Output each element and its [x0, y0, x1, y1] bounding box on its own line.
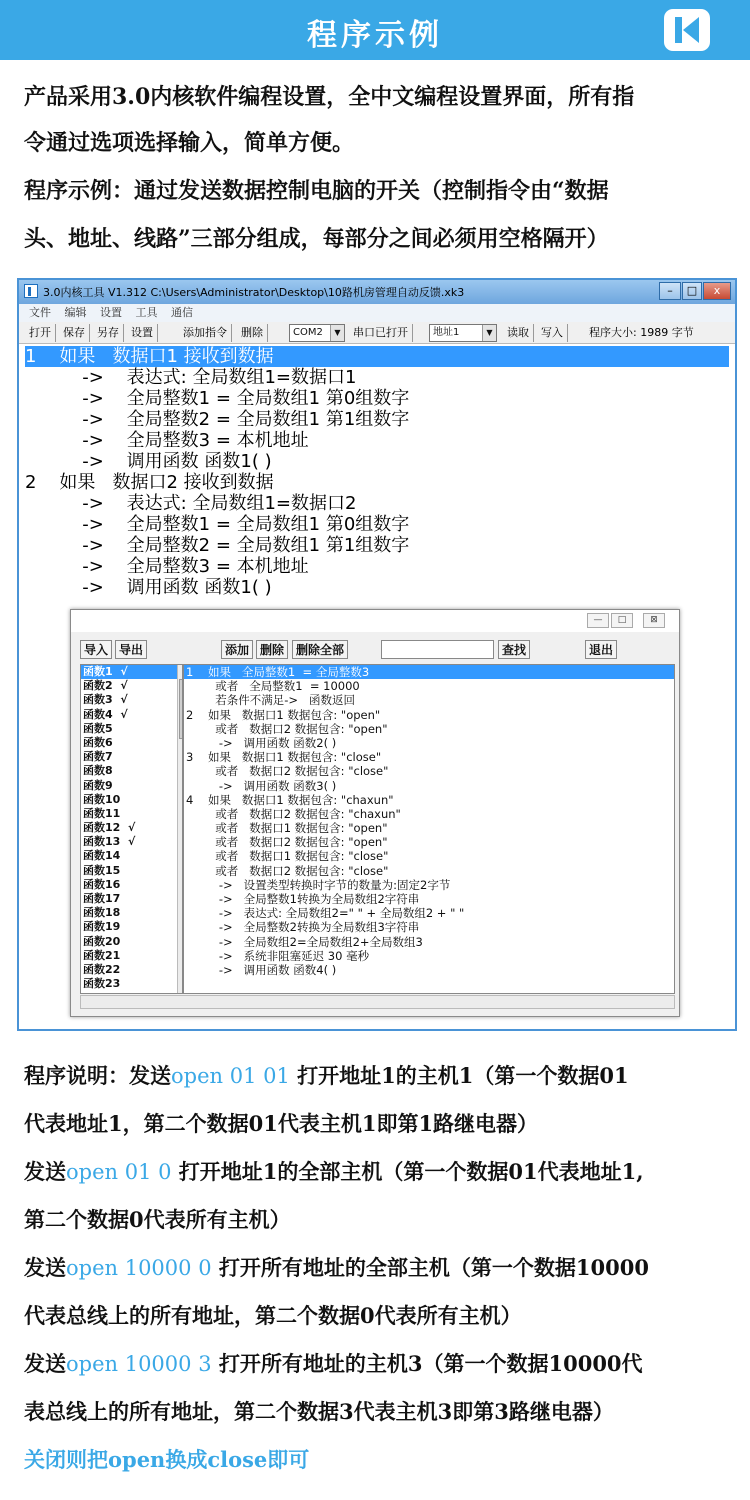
- dialog-titlebar: [71, 610, 679, 632]
- list-item[interactable]: 函数19: [83, 920, 121, 934]
- code-line[interactable]: 或者 数据口2 数据包含: "close": [186, 863, 389, 878]
- save-as-button[interactable]: 另存: [93, 324, 124, 342]
- code-line[interactable]: -> 调用函数 函数1( ): [25, 577, 272, 598]
- maximize-button[interactable]: □: [682, 282, 702, 300]
- list-item[interactable]: 函数3 √: [83, 693, 128, 707]
- function-list[interactable]: [80, 664, 183, 994]
- note-3: [24, 1244, 744, 1292]
- code-line[interactable]: -> 表达式: 全局数组1=数据口1: [25, 367, 357, 388]
- delete-button[interactable]: 删除: [237, 324, 268, 342]
- code-line[interactable]: -> 表达式: 全局数组2=" " + 全局数组2 + " ": [186, 906, 465, 921]
- list-item[interactable]: 函数1 √: [81, 665, 182, 679]
- menu-settings[interactable]: 设置: [100, 306, 122, 319]
- code-line[interactable]: 或者 数据口1 数据包含: "close": [186, 849, 389, 864]
- note-text: 打开地址1的全部主机（第一个数据01代表地址1,: [171, 1159, 644, 1184]
- code-line[interactable]: -> 表达式: 全局数组1=数据口2: [25, 493, 357, 514]
- address-select[interactable]: [429, 324, 497, 342]
- note-text: 打开所有地址的全部主机（第一个数据10000: [211, 1255, 649, 1280]
- note-text: 打开所有地址的主机3（第一个数据10000代: [211, 1351, 643, 1376]
- list-item[interactable]: 函数20: [83, 934, 121, 948]
- address-value: 地址1: [433, 327, 460, 338]
- dialog-close-button[interactable]: ⊠: [643, 613, 665, 628]
- window-title: 3.0内核工具 V1.312 C:\Users\Administrator\Desktop\10路机房管理自动反馈.xk3: [43, 286, 465, 299]
- intro-line-3: 程序示例：通过发送数据控制电脑的开关（控制指令由“数据: [24, 178, 609, 204]
- read-button[interactable]: 读取: [503, 324, 534, 342]
- note-text: 发送: [24, 1159, 66, 1184]
- dialog-minimize-button[interactable]: —: [587, 613, 609, 628]
- command-text: open 01 01: [171, 1064, 290, 1088]
- note-text: 程序说明：发送: [24, 1063, 171, 1088]
- open-button[interactable]: 打开: [25, 324, 56, 342]
- intro-line-1: 产品采用3.0内核软件编程设置，全中文编程设置界面，所有指: [24, 84, 635, 110]
- list-item[interactable]: 函数7: [83, 750, 113, 764]
- note-4-line-2: 表总线上的所有地址，第二个数据3代表主机3即第3路继电器）: [24, 1399, 614, 1424]
- horizontal-scrollbar[interactable]: [80, 995, 675, 1009]
- command-text: open 10000 3: [66, 1352, 212, 1376]
- code-line[interactable]: -> 设置类型转换时字节的数量为:固定2字节: [186, 877, 451, 892]
- note-1: [24, 1052, 744, 1100]
- code-line[interactable]: 若条件不满足-> 函数返回: [186, 693, 355, 708]
- note-text: 打开地址1的主机1（第一个数据01: [289, 1063, 629, 1088]
- header-banner: [0, 0, 750, 60]
- code-line[interactable]: 或者 数据口2 数据包含: "open": [186, 835, 388, 850]
- list-item[interactable]: 函数17: [83, 892, 121, 905]
- code-line[interactable]: -> 全局整数3 = 本机地址: [25, 430, 309, 451]
- note-3-line-2: 代表总线上的所有地址，第二个数据0代表所有主机）: [24, 1303, 522, 1328]
- program-size-label: 程序大小: 1989 字节: [589, 326, 694, 339]
- com-port-value: COM2: [293, 327, 323, 338]
- list-item[interactable]: 函数2 √: [83, 679, 128, 693]
- serial-open-button[interactable]: 串口已打开: [349, 324, 413, 342]
- code-line[interactable]: 或者 数据口2 数据包含: "open": [186, 721, 388, 736]
- function-dialog: [70, 609, 680, 1017]
- code-line[interactable]: 2 如果 数据口2 接收到数据: [25, 472, 274, 493]
- list-item[interactable]: 函数18: [83, 906, 121, 920]
- note-2: [24, 1148, 744, 1196]
- note-5: 关闭则把open换成close即可: [24, 1447, 310, 1472]
- minimize-button[interactable]: –: [659, 282, 681, 300]
- note-4: [24, 1340, 744, 1388]
- code-line[interactable]: -> 调用函数 函数1( ): [25, 451, 272, 472]
- app-icon: [24, 284, 38, 298]
- intro-line-2: 令通过选项选择输入，简单方便。: [24, 130, 355, 156]
- code-line[interactable]: -> 调用函数 函数4( ): [186, 962, 337, 977]
- com-port-select[interactable]: [289, 324, 345, 342]
- code-line[interactable]: 或者 数据口2 数据包含: "chaxun": [186, 806, 401, 821]
- code-line[interactable]: -> 全局数组2=全局数组2+全局数组3: [186, 934, 423, 949]
- code-line[interactable]: -> 调用函数 函数2( ): [186, 735, 337, 750]
- list-item[interactable]: 函数9: [83, 778, 113, 792]
- dialog-maximize-button[interactable]: □: [611, 613, 633, 628]
- list-item[interactable]: 函数23: [83, 977, 121, 991]
- code-line[interactable]: -> 全局整数1 = 全局数组1 第0组数字: [25, 388, 410, 409]
- list-item[interactable]: 函数14: [83, 849, 121, 863]
- add-command-button[interactable]: 添加指令: [179, 324, 232, 342]
- note-2-line-2: 第二个数据0代表所有主机）: [24, 1207, 291, 1232]
- code-line[interactable]: -> 全局整数1 = 全局数组1 第0组数字: [25, 514, 410, 535]
- settings-button[interactable]: 设置: [127, 324, 158, 342]
- window-titlebar: [19, 280, 735, 304]
- list-item[interactable]: 函数11: [83, 806, 121, 820]
- list-item[interactable]: 函数16: [83, 877, 121, 891]
- toolbar: [19, 322, 735, 344]
- code-line[interactable]: 或者 全局整数1 = 10000: [186, 679, 360, 694]
- search-button[interactable]: 查找: [498, 640, 530, 659]
- list-item[interactable]: 函数22: [83, 962, 121, 976]
- close-button[interactable]: x: [703, 282, 731, 300]
- list-item[interactable]: 函数4 √: [83, 707, 128, 721]
- code-line[interactable]: 4 如果 数据口1 数据包含: "chaxun": [186, 792, 394, 807]
- list-item[interactable]: 函数10: [83, 792, 121, 806]
- command-text: open 01 0: [66, 1160, 172, 1184]
- code-line[interactable]: 2 如果 数据口1 数据包含: "open": [186, 707, 381, 722]
- menu-tools[interactable]: 工具: [135, 306, 158, 319]
- menu-file[interactable]: 文件: [29, 306, 51, 319]
- note-text: 发送: [24, 1351, 66, 1376]
- page-title: 程序示例: [307, 18, 443, 53]
- code-line[interactable]: 或者 数据口2 数据包含: "close": [186, 764, 389, 779]
- code-editor[interactable]: [25, 346, 729, 598]
- list-item[interactable]: 函数21: [83, 948, 121, 962]
- list-item[interactable]: 函数6: [83, 735, 113, 749]
- list-item[interactable]: 函数5: [83, 721, 113, 735]
- write-button[interactable]: 写入: [537, 324, 568, 342]
- code-line[interactable]: 或者 数据口1 数据包含: "open": [186, 821, 388, 836]
- menu-edit[interactable]: 编辑: [64, 306, 87, 319]
- list-item[interactable]: 函数15: [83, 863, 121, 877]
- code-line[interactable]: 3 如果 数据口1 数据包含: "close": [186, 750, 382, 765]
- add-function-button[interactable]: 添加: [221, 640, 253, 659]
- list-item[interactable]: 函数8: [83, 764, 113, 778]
- save-button[interactable]: 保存: [59, 324, 90, 342]
- note-1-line-2: 代表地址1，第二个数据01代表主机1即第1路继电器）: [24, 1111, 539, 1136]
- menu-bar: [19, 304, 735, 322]
- exit-button[interactable]: 退出: [585, 640, 617, 659]
- code-line[interactable]: 1 如果 数据口1 接收到数据: [25, 346, 729, 367]
- chevron-down-icon: ▼: [482, 325, 496, 341]
- code-line[interactable]: 1 如果 全局整数1 = 全局整数3: [184, 665, 674, 679]
- code-line[interactable]: -> 系统非阻塞延迟 30 毫秒: [186, 948, 370, 963]
- list-item[interactable]: 函数13 √: [83, 835, 136, 849]
- search-input[interactable]: [381, 640, 494, 659]
- code-line[interactable]: -> 全局整数3 = 本机地址: [25, 556, 309, 577]
- code-line[interactable]: -> 全局整数2 = 全局数组1 第1组数字: [25, 535, 410, 556]
- chevron-down-icon: ▼: [330, 325, 344, 341]
- code-line[interactable]: -> 调用函数 函数3( ): [186, 778, 337, 793]
- intro-line-4: 头、地址、线路”三部分组成，每部分之间必须用空格隔开）: [24, 226, 609, 252]
- function-code-editor[interactable]: [183, 664, 675, 994]
- note-text: 发送: [24, 1255, 66, 1280]
- import-button[interactable]: 导入: [80, 640, 112, 659]
- code-line[interactable]: -> 全局整数2转换为全局数组3字符串: [186, 920, 420, 935]
- code-line[interactable]: -> 全局整数1转换为全局数组2字符串: [186, 892, 420, 906]
- brand-logo-icon: [664, 9, 710, 51]
- list-item[interactable]: 函数12 √: [83, 821, 136, 835]
- delete-function-button[interactable]: 删除: [256, 640, 288, 659]
- dialog-toolbar: [71, 638, 679, 662]
- code-line[interactable]: -> 全局整数2 = 全局数组1 第1组数字: [25, 409, 410, 430]
- export-button[interactable]: 导出: [115, 640, 147, 659]
- delete-all-button[interactable]: 删除全部: [292, 640, 348, 659]
- menu-comm[interactable]: 通信: [171, 306, 193, 319]
- command-text: open 10000 0: [66, 1256, 212, 1280]
